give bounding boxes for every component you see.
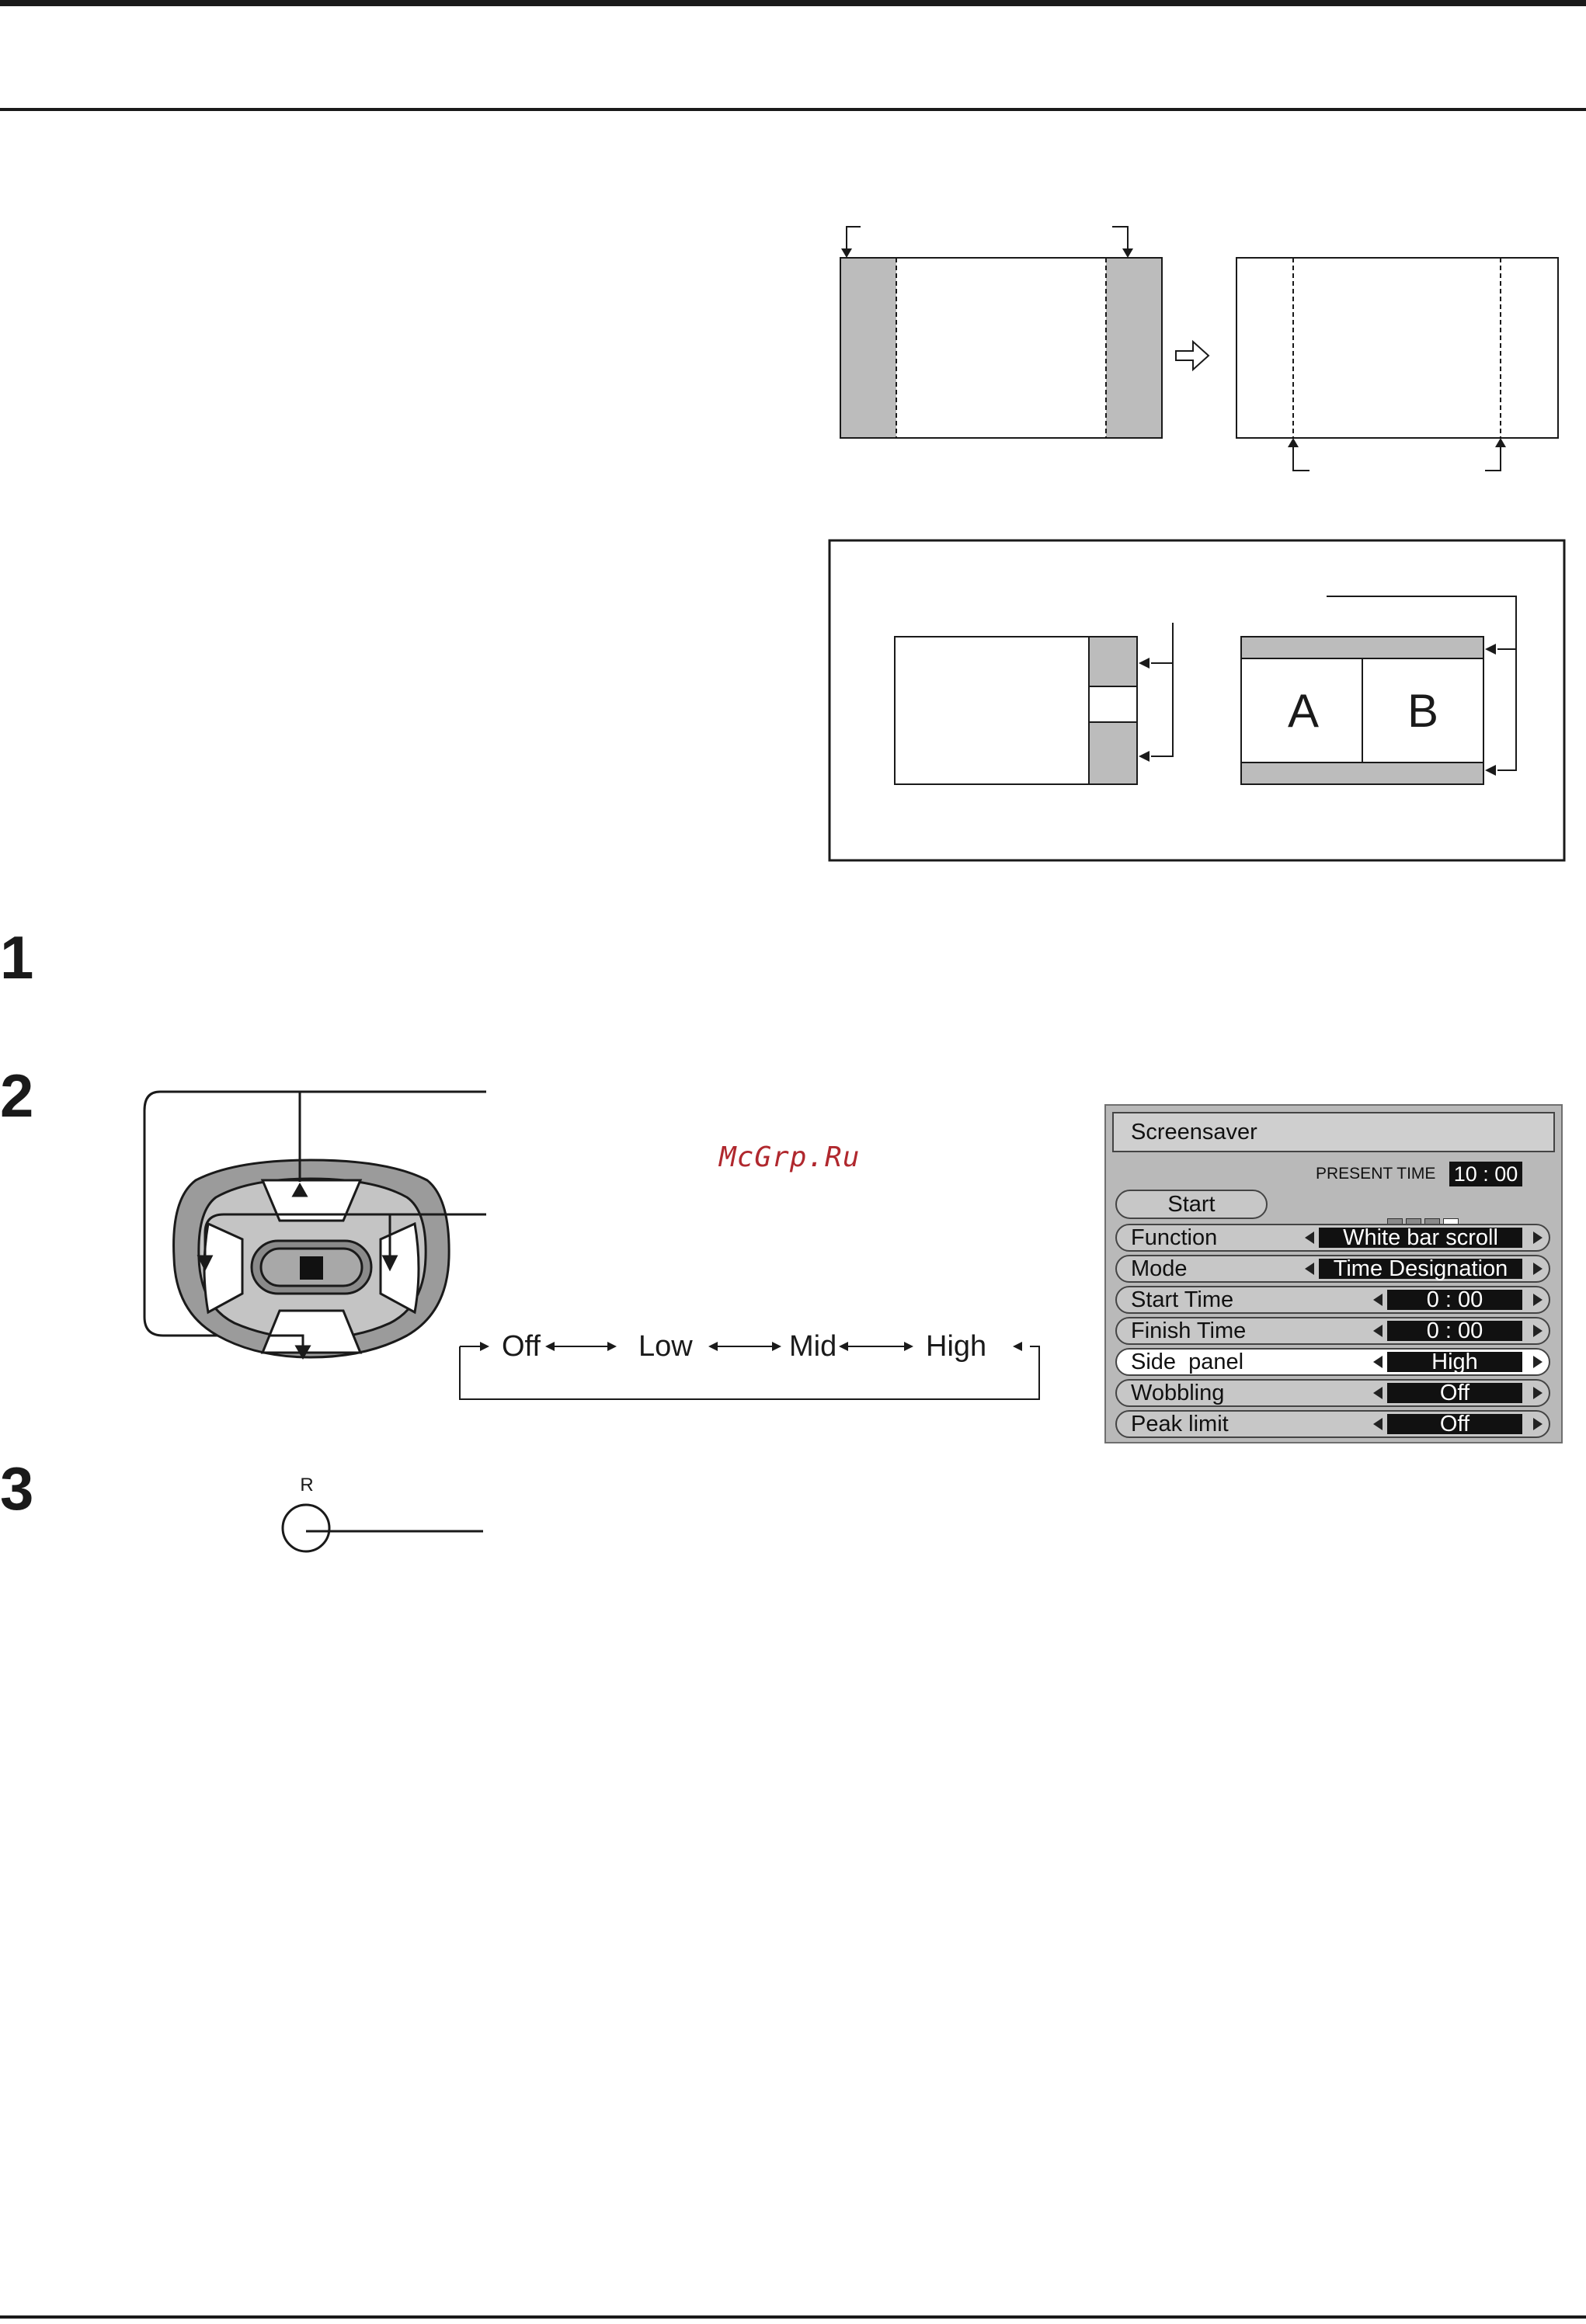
- wobbling-row[interactable]: [1115, 1379, 1550, 1407]
- cycle-mid: Mid: [789, 1330, 837, 1363]
- screensaver-osd-menu: [1104, 1104, 1563, 1443]
- osd-title: Screensaver: [1112, 1112, 1555, 1152]
- step-number-3: 3: [0, 1454, 34, 1523]
- right-arrow-icon[interactable]: [1533, 1418, 1543, 1430]
- left-arrow-icon[interactable]: [1305, 1231, 1314, 1244]
- top-border-rule: [0, 0, 1586, 6]
- start-time-value: 0 : 00: [1387, 1290, 1522, 1310]
- right-arrow-icon[interactable]: [1533, 1325, 1543, 1337]
- left-arrow-icon[interactable]: [1373, 1294, 1383, 1306]
- present-time-label: PRESENT TIME: [1316, 1165, 1436, 1183]
- right-arrow-icon[interactable]: [1533, 1231, 1543, 1244]
- side-panel-label: Side panel: [1131, 1350, 1244, 1374]
- left-arrow-icon[interactable]: [1373, 1387, 1383, 1399]
- finish-time-label: Finish Time: [1131, 1318, 1247, 1343]
- peak-limit-label: Peak limit: [1131, 1412, 1229, 1436]
- peak-limit-value: Off: [1387, 1414, 1522, 1434]
- example-label-b: B: [1407, 685, 1439, 737]
- right-arrow-icon[interactable]: [1533, 1263, 1543, 1275]
- cycle-off: Off: [502, 1330, 541, 1363]
- step-number-2: 2: [0, 1061, 34, 1130]
- finish-time-value: 0 : 00: [1387, 1321, 1522, 1341]
- cycle-low: Low: [638, 1330, 693, 1363]
- start-time-row[interactable]: [1115, 1286, 1550, 1314]
- function-label: Function: [1131, 1225, 1218, 1250]
- r-button-label: R: [300, 1475, 314, 1495]
- example-label-a: A: [1287, 685, 1320, 737]
- mode-row[interactable]: [1115, 1255, 1550, 1283]
- r-button-diagram: [272, 1472, 489, 1558]
- function-value: White bar scroll: [1319, 1228, 1522, 1248]
- mode-value: Time Designation: [1319, 1259, 1522, 1279]
- remote-cursor-pad: [140, 1079, 497, 1374]
- right-arrow-icon[interactable]: [1533, 1356, 1543, 1368]
- wobbling-value: Off: [1387, 1383, 1522, 1403]
- left-arrow-icon[interactable]: [1373, 1356, 1383, 1368]
- function-row[interactable]: [1115, 1224, 1550, 1252]
- side-panel-row[interactable]: [1115, 1348, 1550, 1376]
- left-arrow-icon[interactable]: [1305, 1263, 1314, 1275]
- watermark-text: McGrp.Ru: [719, 1141, 861, 1173]
- start-time-label: Start Time: [1131, 1287, 1234, 1312]
- start-button[interactable]: Start: [1115, 1190, 1268, 1219]
- side-panel-shift-diagram: [823, 217, 1577, 481]
- side-panel-value: High: [1387, 1352, 1522, 1372]
- side-panel-cycle-diagram: [458, 1326, 1047, 1404]
- present-time-value: 10 : 00: [1449, 1162, 1522, 1186]
- cycle-high: High: [926, 1330, 987, 1363]
- step-number-1: 1: [0, 923, 34, 992]
- right-arrow-icon[interactable]: [1533, 1294, 1543, 1306]
- peak-limit-row[interactable]: [1115, 1410, 1550, 1438]
- header-rule: [0, 108, 1586, 111]
- left-arrow-icon[interactable]: [1373, 1418, 1383, 1430]
- mode-label: Mode: [1131, 1256, 1188, 1281]
- bottom-border-rule: [0, 2315, 1586, 2319]
- side-panel-example-box: [828, 539, 1567, 863]
- left-arrow-icon[interactable]: [1373, 1325, 1383, 1337]
- finish-time-row[interactable]: [1115, 1317, 1550, 1345]
- wobbling-label: Wobbling: [1131, 1381, 1225, 1405]
- right-arrow-icon[interactable]: [1533, 1387, 1543, 1399]
